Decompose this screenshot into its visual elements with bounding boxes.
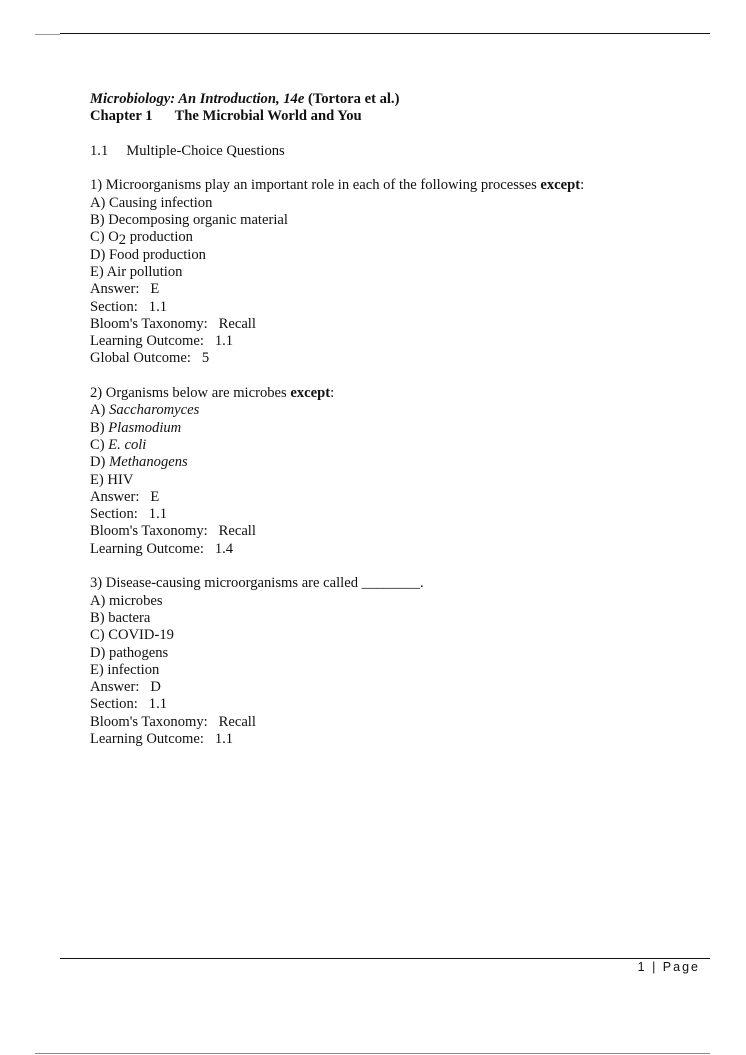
book-title: Microbiology: An Introduction, 14e	[90, 91, 305, 107]
section-ref: Section: 1.1	[90, 696, 168, 713]
question-stem: 2) Organisms below are microbes except:	[90, 385, 335, 402]
question-stem: 3) Disease-causing microorganisms are called ________.	[90, 575, 424, 592]
section-ref: Section: 1.1	[90, 298, 168, 315]
section-number: 1.1	[90, 142, 109, 159]
option: C) O2 production	[90, 229, 193, 249]
option: A) Saccharomyces	[90, 402, 200, 419]
option: D) Methanogens	[90, 454, 188, 471]
global-outcome: Global Outcome: 5	[90, 350, 210, 367]
option: B) Plasmodium	[90, 419, 182, 436]
section-title: Multiple-Choice Questions	[126, 142, 285, 159]
authors: (Tortora et al.)	[304, 91, 400, 107]
option: A) Causing infection	[90, 194, 213, 211]
question-2	[90, 385, 584, 558]
page-number: 1 | Page	[637, 960, 700, 974]
blooms: Bloom's Taxonomy: Recall	[90, 713, 256, 730]
chapter-label: Chapter 1	[90, 108, 153, 125]
option: A) microbes	[90, 592, 163, 609]
chapter-heading	[90, 108, 584, 125]
document-body	[90, 91, 584, 748]
top-rule-faint	[35, 34, 60, 35]
learning-outcome: Learning Outcome: 1.4	[90, 540, 234, 557]
option: C) COVID-19	[90, 627, 174, 644]
option: D) Food production	[90, 246, 206, 263]
chapter-title: The Microbial World and You	[174, 108, 362, 125]
option: E) infection	[90, 661, 160, 678]
option: E) HIV	[90, 471, 134, 488]
section-heading	[90, 143, 584, 160]
section-ref: Section: 1.1	[90, 506, 168, 523]
book-heading	[90, 91, 584, 108]
footer-rule	[60, 958, 710, 959]
page-bottom-rule	[35, 1053, 710, 1054]
question-stem: 1) Microorganisms play an important role in each of the following processes except:	[90, 177, 585, 194]
blooms: Bloom's Taxonomy: Recall	[90, 315, 256, 332]
answer: Answer: D	[90, 679, 161, 696]
answer: Answer: E	[90, 488, 160, 505]
question-3	[90, 575, 584, 748]
option: E) Air pollution	[90, 263, 183, 280]
blooms: Bloom's Taxonomy: Recall	[90, 523, 256, 540]
question-1	[90, 177, 584, 367]
option: B) bactera	[90, 609, 151, 626]
learning-outcome: Learning Outcome: 1.1	[90, 333, 234, 350]
learning-outcome: Learning Outcome: 1.1	[90, 730, 234, 747]
option: C) E. coli	[90, 436, 147, 453]
answer: Answer: E	[90, 281, 160, 298]
option: B) Decomposing organic material	[90, 212, 288, 229]
header-rule	[60, 33, 710, 34]
option: D) pathogens	[90, 644, 169, 661]
